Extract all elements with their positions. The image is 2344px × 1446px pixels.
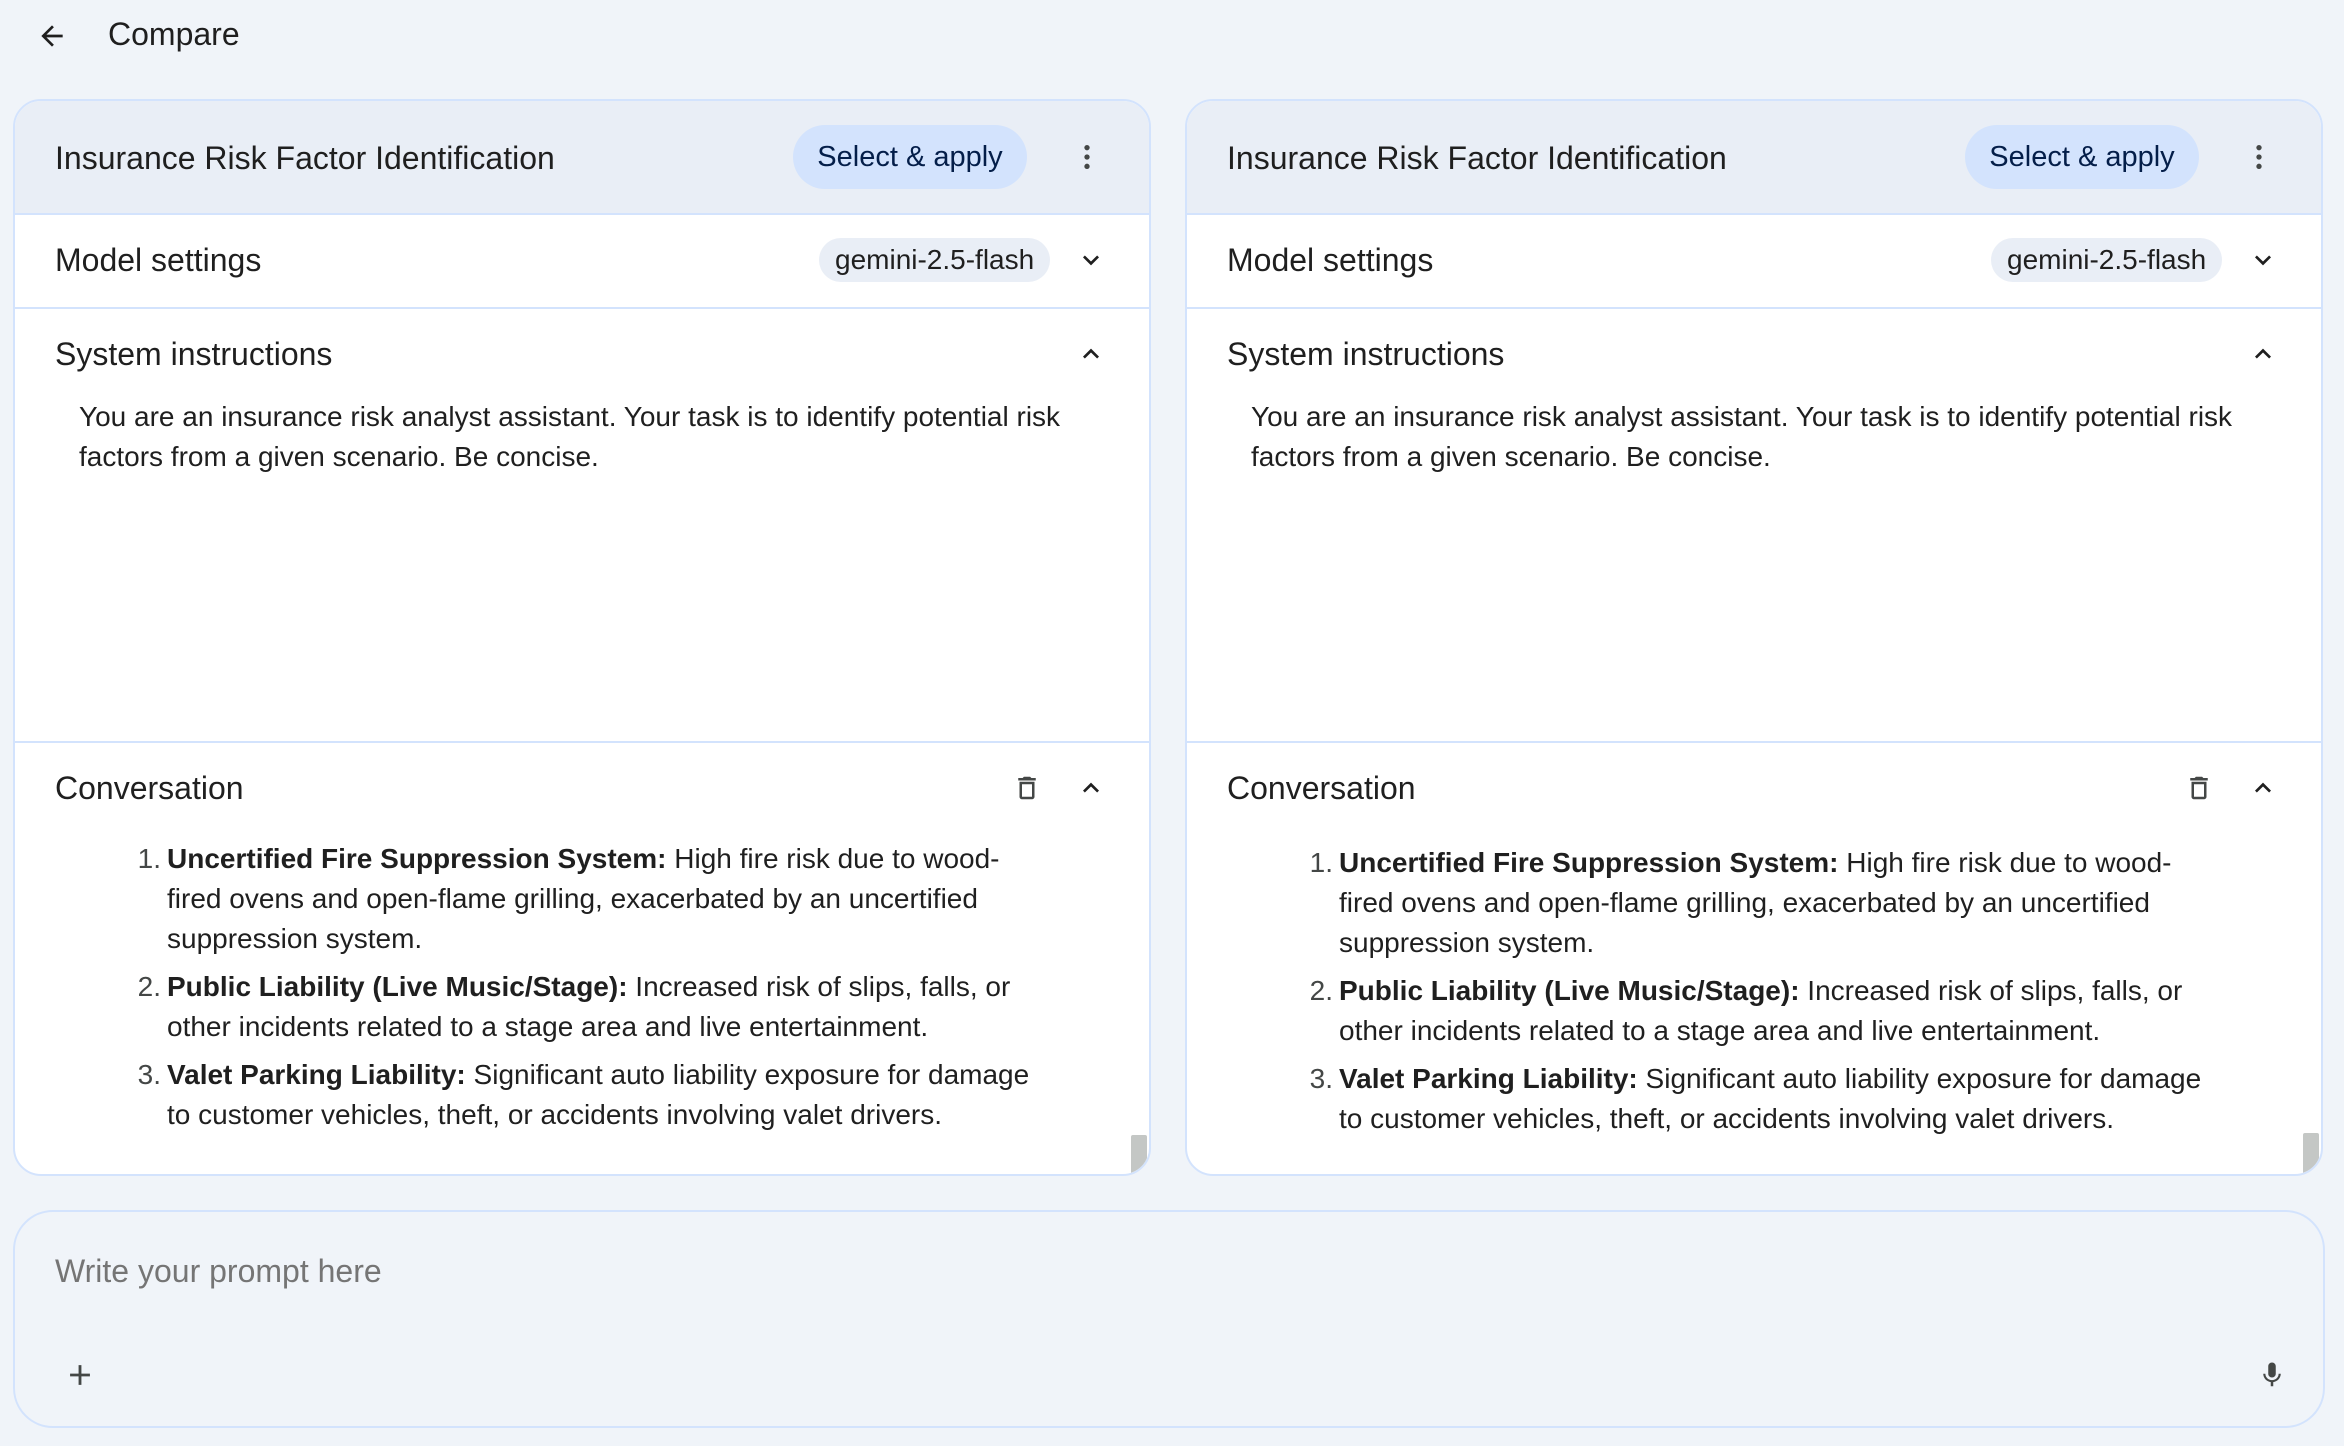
conversation-response (125, 839, 1045, 1143)
system-instructions-text[interactable]: You are an insurance risk analyst assistant. Your task is to identify potential risk factors from a given scenario. Be concise. (79, 401, 1061, 472)
microphone-button[interactable] (2247, 1350, 2297, 1400)
top-bar (0, 0, 2344, 68)
list-number: 3. (137, 1059, 161, 1090)
more-options-button[interactable] (2237, 135, 2281, 179)
list-item (1297, 1059, 2217, 1139)
system-instructions-text[interactable]: You are an insurance risk analyst assistant. Your task is to identify potential risk factors from a given scenario. Be concise. (1251, 401, 2233, 472)
system-instructions-label: System instructions (1227, 336, 1505, 372)
collapse-system-instructions-button[interactable] (1069, 332, 1113, 376)
back-button[interactable] (30, 16, 74, 56)
more-options-button[interactable] (1065, 135, 1109, 179)
conversation-label: Conversation (55, 770, 244, 806)
collapse-system-instructions-button[interactable] (2241, 332, 2285, 376)
select-apply-button[interactable]: Select & apply (1965, 125, 2199, 189)
prompt-input[interactable] (55, 1246, 2155, 1296)
system-instructions-label: System instructions (55, 336, 333, 372)
compare-panel-right (1185, 99, 2323, 1176)
risk-title: Uncertified Fire Suppression System: (1339, 847, 1839, 878)
model-settings-section[interactable] (15, 215, 1149, 309)
list-item (125, 1055, 1045, 1135)
prompt-title: Insurance Risk Factor Identification (55, 140, 555, 176)
risk-title: Valet Parking Liability: (1339, 1063, 1638, 1094)
conversation-section (1187, 743, 2321, 1176)
model-settings-label: Model settings (55, 242, 262, 278)
system-instructions-section (1187, 309, 2321, 743)
list-number: 2. (1309, 975, 1333, 1006)
list-item (125, 839, 1045, 959)
expand-model-settings-button[interactable] (2241, 238, 2285, 282)
list-number: 3. (1309, 1063, 1333, 1094)
expand-model-settings-button[interactable] (1069, 238, 1113, 282)
scrollbar-thumb[interactable] (2303, 1133, 2319, 1176)
conversation-label: Conversation (1227, 770, 1416, 806)
page-title: Compare (108, 16, 240, 52)
chevron-up-icon (2247, 338, 2279, 370)
panel-header (15, 101, 1149, 215)
scrollbar-thumb[interactable] (1131, 1135, 1147, 1176)
chevron-up-icon (1075, 338, 1107, 370)
list-number: 2. (137, 971, 161, 1002)
plus-icon (63, 1358, 97, 1392)
more-vert-icon (1071, 141, 1103, 173)
select-apply-button[interactable]: Select & apply (793, 125, 1027, 189)
list-number: 1. (137, 843, 161, 874)
model-chip[interactable]: gemini-2.5-flash (1991, 238, 2222, 282)
risk-text: Increased risk of slips, falls, or other incidents related to a stage area and live entertainment. (1339, 975, 2183, 1046)
collapse-conversation-button[interactable] (1069, 766, 1113, 810)
trash-icon (2184, 773, 2214, 803)
chevron-down-icon (2247, 244, 2279, 276)
prompt-composer (13, 1210, 2325, 1428)
model-settings-section[interactable] (1187, 215, 2321, 309)
list-item (1297, 971, 2217, 1051)
arrow-left-icon (36, 20, 68, 52)
risk-title: Public Liability (Live Music/Stage): (167, 971, 628, 1002)
model-chip[interactable]: gemini-2.5-flash (819, 238, 1050, 282)
risk-text: High fire risk due to wood-fired ovens and open-flame grilling, exacerbated by an uncertified suppression system. (167, 843, 1000, 954)
system-instructions-section (15, 309, 1149, 743)
compare-panel-left (13, 99, 1151, 1176)
risk-text: Significant auto liability exposure for damage to customer vehicles, theft, or accidents involving valet drivers. (167, 1059, 1030, 1130)
trash-icon (1012, 773, 1042, 803)
add-attachment-button[interactable] (55, 1350, 105, 1400)
chevron-up-icon (1075, 772, 1107, 804)
prompt-title: Insurance Risk Factor Identification (1227, 140, 1727, 176)
microphone-icon (2257, 1360, 2287, 1390)
delete-conversation-button[interactable] (1005, 766, 1049, 810)
panel-header (1187, 101, 2321, 215)
risk-text: High fire risk due to wood-fired ovens and open-flame grilling, exacerbated by an uncertified suppression system. (1339, 847, 2172, 958)
risk-text: Significant auto liability exposure for damage to customer vehicles, theft, or accidents involving valet drivers. (1339, 1063, 2202, 1134)
risk-title: Uncertified Fire Suppression System: (167, 843, 667, 874)
chevron-up-icon (2247, 772, 2279, 804)
risk-text: Increased risk of slips, falls, or other incidents related to a stage area and live entertainment. (167, 971, 1011, 1042)
list-item (125, 967, 1045, 1047)
more-vert-icon (2243, 141, 2275, 173)
list-number: 1. (1309, 847, 1333, 878)
delete-conversation-button[interactable] (2177, 766, 2221, 810)
model-settings-label: Model settings (1227, 242, 1434, 278)
collapse-conversation-button[interactable] (2241, 766, 2285, 810)
conversation-response (1297, 843, 2217, 1147)
risk-title: Public Liability (Live Music/Stage): (1339, 975, 1800, 1006)
chevron-down-icon (1075, 244, 1107, 276)
list-item (1297, 843, 2217, 963)
conversation-section (15, 743, 1149, 1176)
risk-title: Valet Parking Liability: (167, 1059, 466, 1090)
